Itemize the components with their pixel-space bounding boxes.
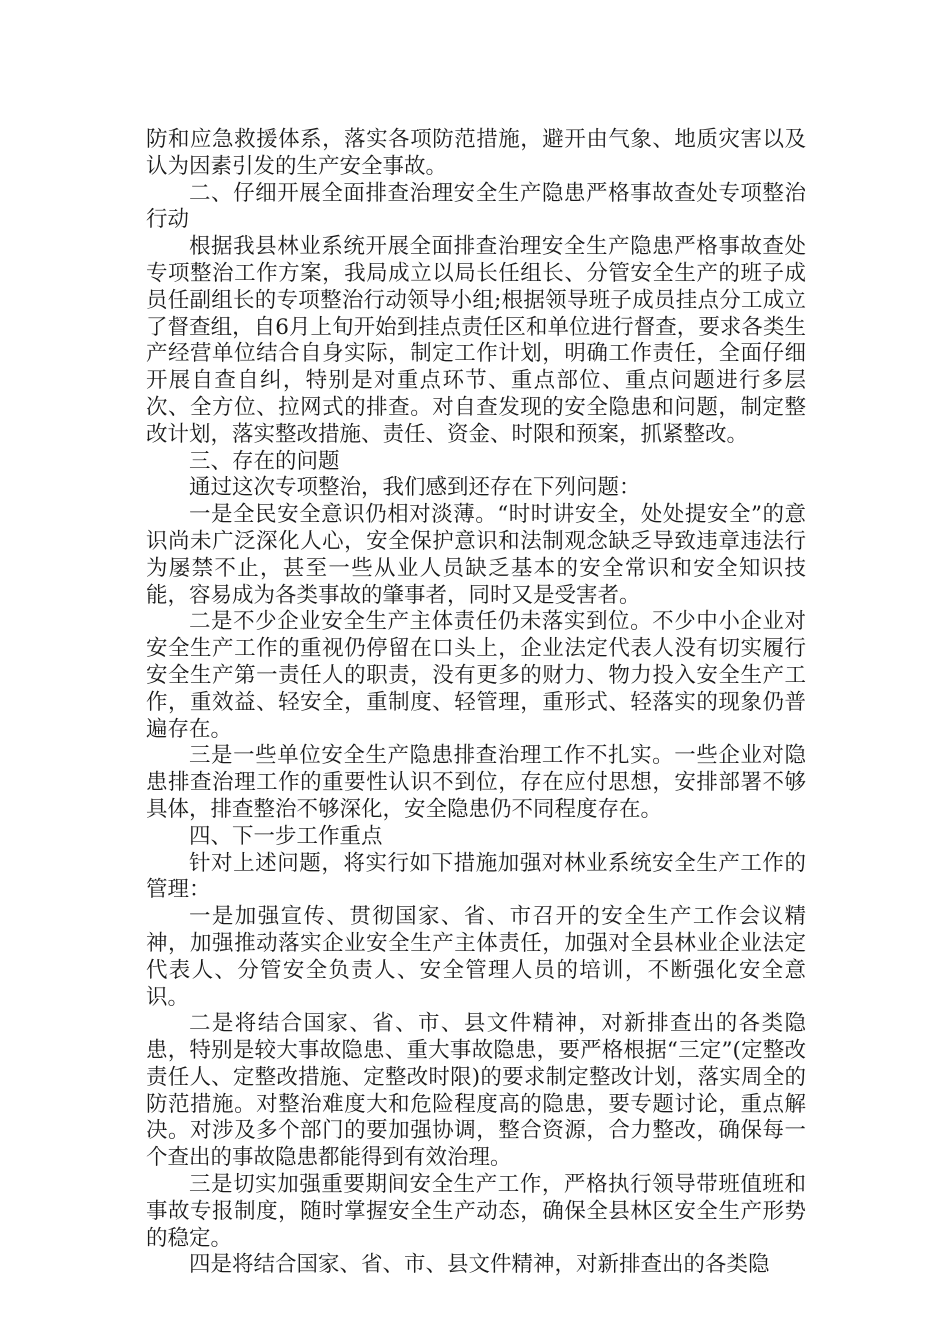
paragraph-work-plan: 根据我县林业系统开展全面排查治理安全生产隐患严格事故查处专项整治工作方案，我局成立以局长任组长、分管安全生产的班子成员任副组长的专项整治行动领导小组;根据领导班子成员挂点分工成立了督查组，自6月上旬开始到挂点责任区和单位进行督查，要求各类生产经营单位结合自身实际，制定工作计划，明确工作责任，全面仔细开展自查自纠，特别是对重点环节、重点部位、重点问题进行多层次、全方位、拉网式的排查。对自查发现的安全隐患和问题，制定整改计划，落实整改措施、责任、资金、时限和预案，抓紧整改。 (146, 234, 806, 447)
paragraph-problem-1: 一是全民安全意识仍相对淡薄。“时时讲安全，处处提安全”的意识尚未广泛深化人心，安全保护意识和法制观念缺乏导致违章违法行为屡禁不止，甚至一些从业人员缺乏基本的安全常识和安全知识技能，容易成为各类事故的肇事者，同时又是受害者。 (146, 502, 806, 608)
paragraph-measure-2: 二是将结合国家、省、市、县文件精神，对新排查出的各类隐患，特别是较大事故隐患、重大事故隐患，要严格根据“三定”(定整改责任人、定整改措施、定整改时限)的要求制定整改计划，落实周全的防范措施。对整治难度大和危险程度高的隐患，要专题讨论，重点解决。对涉及多个部门的要加强协调，整合资源，合力整改，确保每一个查出的事故隐患都能得到有效治理。 (146, 1011, 806, 1171)
paragraph-measure-4: 四是将结合国家、省、市、县文件精神，对新排查出的各类隐 (189, 1252, 770, 1278)
document-page (146, 127, 806, 1279)
paragraph-problems-intro: 通过这次专项整治，我们感到还存在下列问题： (189, 475, 641, 501)
paragraph-measures-intro: 针对上述问题，将实行如下措施加强对林业系统安全生产工作的管理： (146, 850, 806, 903)
paragraph-problem-2: 二是不少企业安全生产主体责任仍未落实到位。不少中小企业对安全生产工作的重视仍停留在口头上，企业法定代表人没有切实履行安全生产第一责任人的职责，没有更多的财力、物力投入安全生产工作，重效益、轻安全，重制度、轻管理，重形式、轻落实的现象仍普遍存在。 (146, 609, 806, 742)
section-heading-3: 三、存在的问题 (189, 448, 340, 474)
paragraph-intro-continuation: 防和应急救援体系，落实各项防范措施，避开由气象、地质灾害以及认为因素引发的生产安全事故。 (146, 127, 806, 179)
section-heading-4: 四、下一步工作重点 (189, 823, 383, 849)
section-heading-2: 二、仔细开展全面排查治理安全生产隐患严格事故查处专项整治行动 (146, 180, 806, 233)
paragraph-problem-3: 三是一些单位安全生产隐患排查治理工作不扎实。一些企业对隐患排查治理工作的重要性认识不到位，存在应付思想，安排部署不够具体，排查整治不够深化，安全隐患仍不同程度存在。 (146, 743, 806, 822)
paragraph-measure-1: 一是加强宣传、贯彻国家、省、市召开的安全生产工作会议精神，加强推动落实企业安全生产主体责任，加强对全县林业企业法定代表人、分管安全负责人、安全管理人员的培训，不断强化安全意识。 (146, 904, 806, 1010)
paragraph-measure-3: 三是切实加强重要期间安全生产工作，严格执行领导带班值班和事故专报制度，随时掌握安全生产动态，确保全县林区安全生产形势的稳定。 (146, 1172, 806, 1251)
